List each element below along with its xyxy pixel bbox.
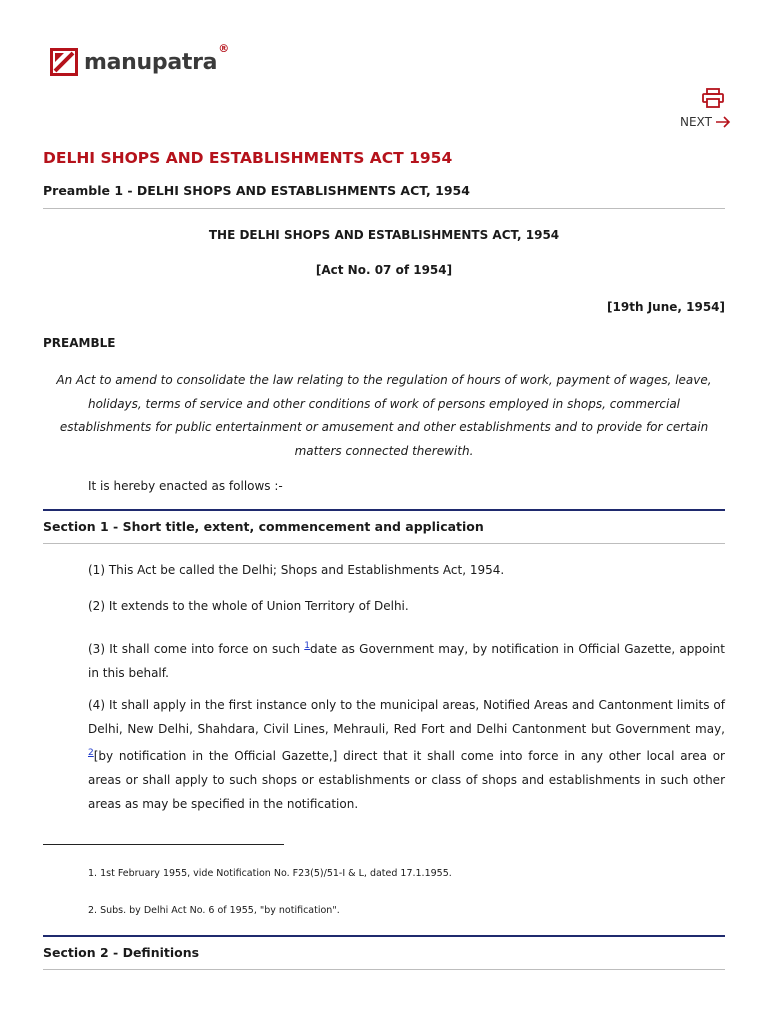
act-title: THE DELHI SHOPS AND ESTABLISHMENTS ACT, 1954 [208,228,560,242]
act-number: [Act No. 07 of 1954] [315,263,453,277]
footnote-ref-1[interactable]: 1 [304,641,311,651]
preamble-heading: Preamble 1 - DELHI SHOPS AND ESTABLISHMENTS ACT, 1954 [43,183,470,198]
section-divider [43,935,725,937]
arrow-right-icon [715,116,731,128]
section-1-clause-3: (3) It shall come into force on such $^1$date as Government may, by notification in Official Gazette, appoint in this behalf. [88,641,725,680]
footnote-divider [43,844,284,845]
printer-icon[interactable] [702,88,724,108]
section-1-clause-1: (1) This Act be called the Delhi; Shops and Establishments Act, 1954. [88,563,505,577]
footnote-2: 2. Subs. by Delhi Act No. 6 of 1955, "by notification". [88,905,340,916]
logo-text: manupatra® [84,41,229,75]
section-1-clause-2: (2) It extends to the whole of Union Territory of Delhi. [88,599,409,613]
section-1-clause-4: (4) It shall apply in the first instance only to the municipal areas, Notified Areas and Cantonment limits of Delhi, New Delhi, Shahdara, Civil Lines, Mehrauli, Red Fort and Delhi Cantonment but Government may, $^2$[by notification in the Official Gazette,] direct that it shall come into force in any other local area or areas or shall apply to such shops or establishments or class of shops and establishments in such other areas as may be specified in the notification. [88,698,725,811]
manupatra-logo-icon [50,48,78,76]
next-label: NEXT [680,115,712,129]
enacted-clause: It is hereby enacted as follows :- [88,479,283,493]
document-title: DELHI SHOPS AND ESTABLISHMENTS ACT 1954 [43,149,453,167]
divider [43,543,725,544]
section-divider [43,509,725,511]
act-date: [19th June, 1954] [607,300,725,314]
section-2-heading: Section 2 - Definitions [43,945,200,960]
preamble-label: PREAMBLE [43,336,116,350]
divider [43,208,725,209]
footnote-1: 1. 1st February 1955, vide Notification No. F23(5)/51-I & L, dated 17.1.1955. [88,868,452,879]
divider [43,969,725,970]
manupatra-logo[interactable] [50,41,229,76]
next-link[interactable] [680,115,731,129]
footnote-ref-2[interactable]: 2 [88,748,94,758]
preamble-text: An Act to amend to consolidate the law relating to the regulation of hours of work, payment of wages, leave, holidays, terms of service and other conditions of work of persons employed in shops, commercial establishments for public entertainment or amusement and other establishments and to provide for certain matters connected therewith. [56,373,712,458]
section-1-heading: Section 1 - Short title, extent, commencement and application [43,519,484,534]
